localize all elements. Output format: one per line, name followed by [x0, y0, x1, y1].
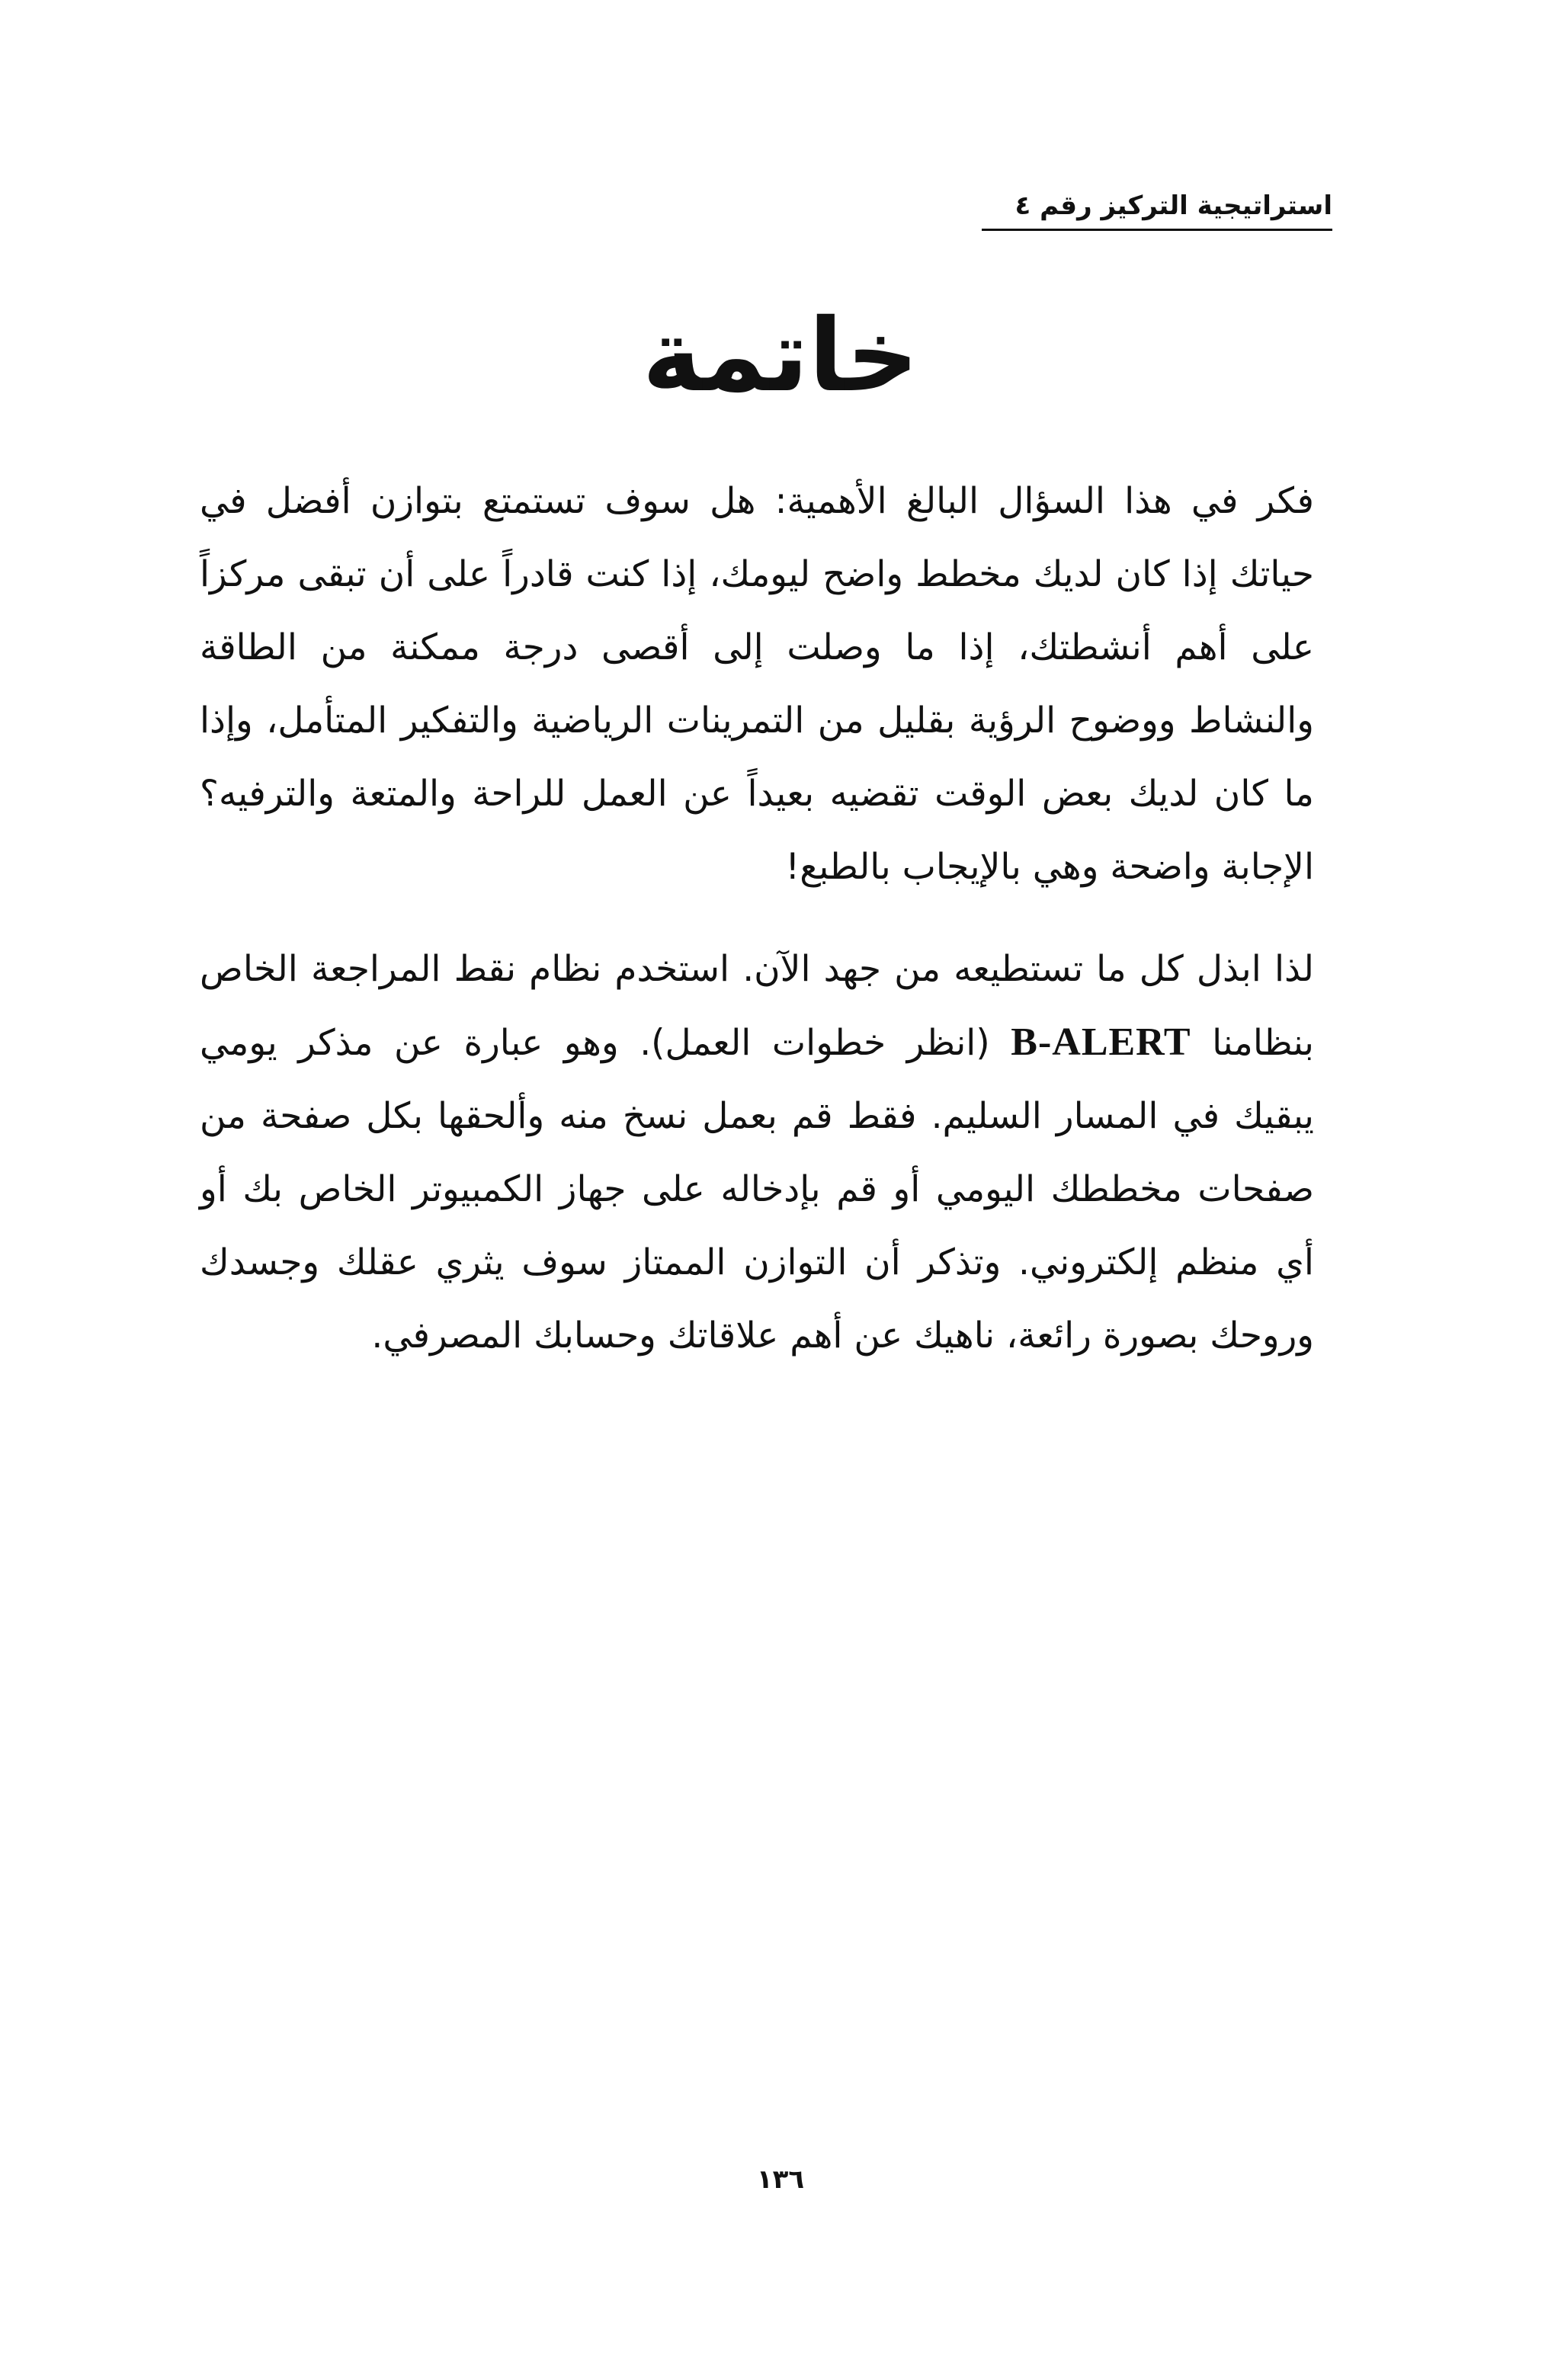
paragraph-2	[200, 933, 1314, 1373]
b-alert-brand-name: B-ALERT	[1011, 1020, 1191, 1064]
paragraph-1: فكر في هذا السؤال البالغ الأهمية: هل سوف تستمتع بتوازن أفضل في حياتك إذا كان لديك مخطط واضح ليومك، إذا كنت قادراً على أن تبقى مركزاً على أهم أنشطتك، إذا ما وصلت إلى أقصى درجة ممكنة من الطاقة والنشاط ووضوح الرؤية بقليل من التمرينات الرياضية والتفكير المتأمل، وإذا ما كان لديك بعض الوقت تقضيه بعيداً عن العمل للراحة والمتعة والترفيه؟ الإجابة واضحة وهي بالإيجاب بالطبع!	[200, 480, 1314, 888]
paragraph-2-text-before: لذا ابذل كل ما تستطيعه من جهد الآن. استخدم نظام نقط المراجعة الخاص بنظامنا	[200, 948, 1314, 1064]
running-header: استراتيجية التركيز رقم ٤	[982, 191, 1332, 231]
body-text	[200, 465, 1314, 1373]
chapter-title: خاتمة	[642, 297, 919, 415]
paragraph-2-text-after: (انظر خطوات العمل). وهو عبارة عن مذكر يومي يبقيك في المسار السليم. فقط قم بعمل نسخ منه وألحقها بكل صفحة من صفحات مخططك اليومي أو قم بإدخاله على جهاز الكمبيوتر الخاص بك أو أي منظم إلكتروني. وتذكر أن التوازن الممتاز سوف يثري عقلك وجسدك وروحك بصورة رائعة، ناهيك عن أهم علاقاتك وحسابك المصرفي.	[200, 1022, 1314, 1357]
page-number: ١٣٦	[756, 2164, 805, 2195]
